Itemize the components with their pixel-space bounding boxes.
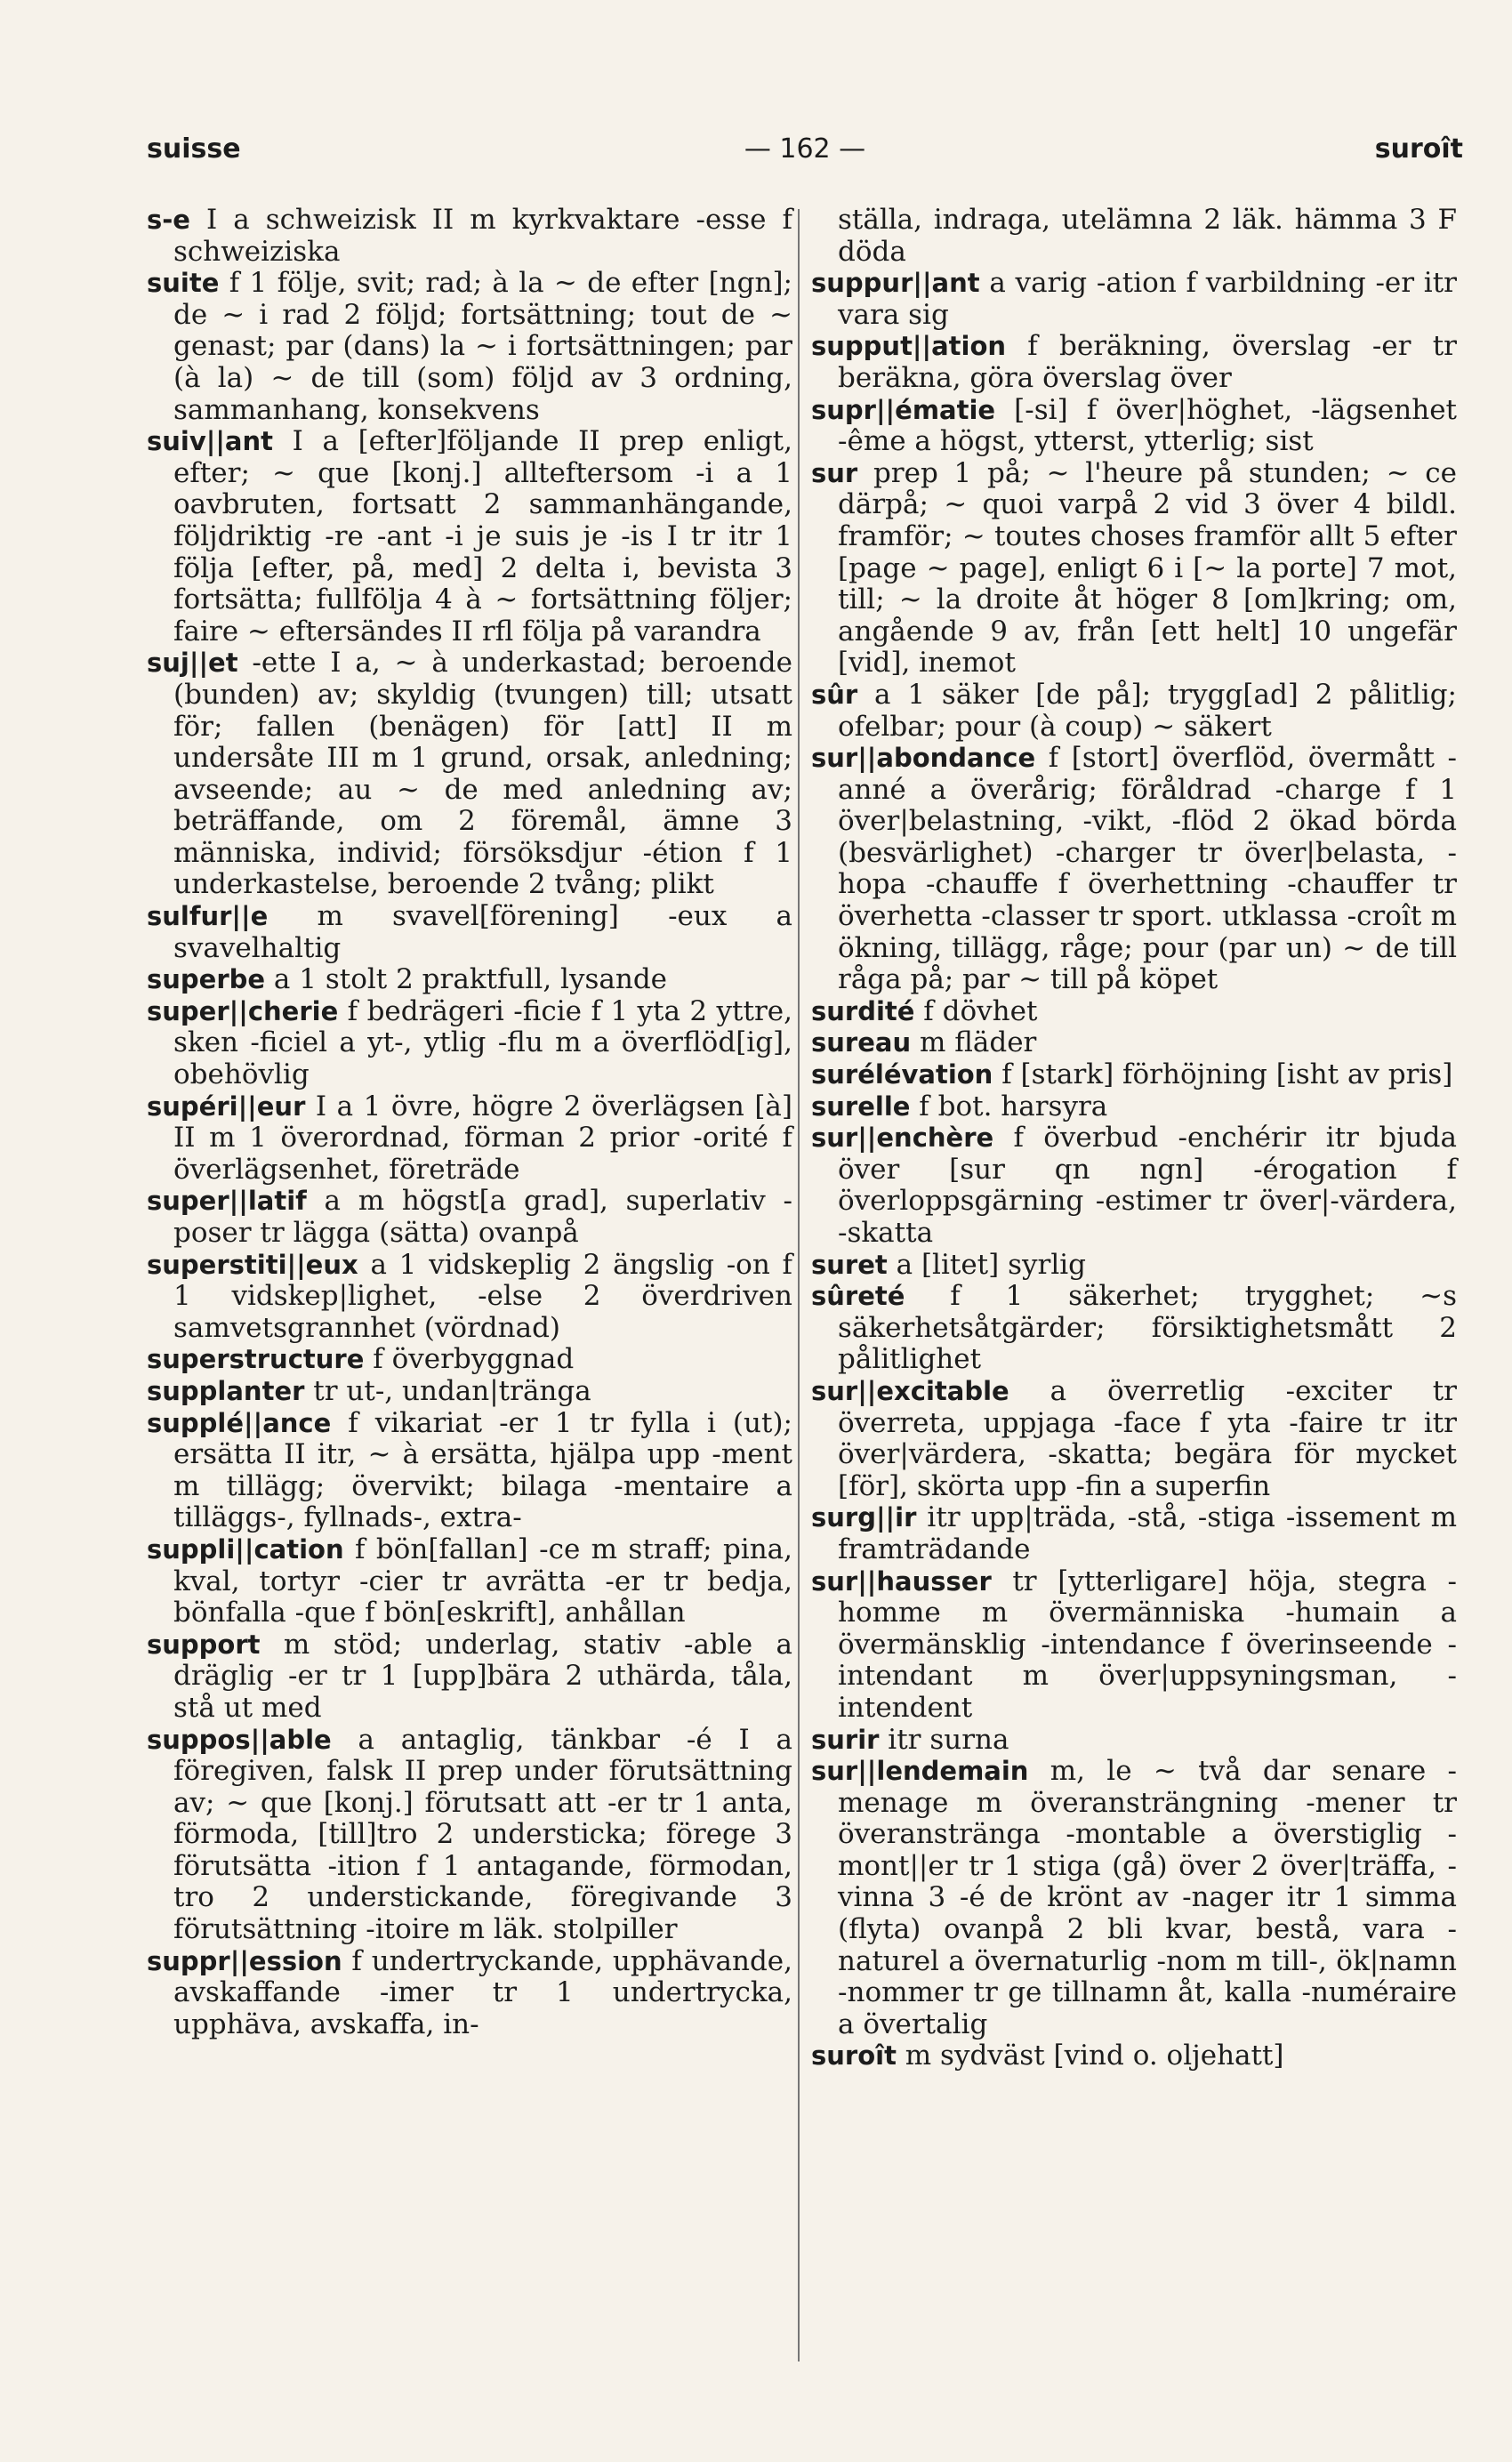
dictionary-entry: sur||abondance f [stort] överflöd, övermått -anné a överårig; föråldrad -charge f 1 över|belastning, -vikt, -flöd 2 ökad börda (besvärlighet) -charger tr över|belasta, -hopa -chauffe f överhettning -chauffer tr överhetta -classer tr sport. utklassa -croît m ökning, tillägg, råge; pour (par un) ~ de till råga på; par ~ till på köpet — [811, 742, 1457, 996]
dictionary-entry: sureau m fläder — [811, 1026, 1037, 1059]
dictionary-entry: sulfur||e m svavel[förening] -eux a svavelhaltig — [147, 900, 792, 964]
dictionary-entry: sur prep 1 på; ~ l'heure på stunden; ~ ce därpå; ~ quoi varpå 2 vid 3 över 4 bildl. framför; ~ toutes choses framför allt 5 efter [page ~ page], enligt 6 i [~ la porte] 7 mot, till; ~ la droite åt höger 8 [om]kring; om, angående 9 av, från [ett helt] 10 ungefär [vid], inemot — [811, 456, 1457, 680]
guide-word-right: suroît — [1374, 133, 1463, 165]
dictionary-entry: supput||ation f beräkning, överslag -er tr beräkna, göra överslag över — [811, 330, 1457, 394]
dictionary-entry: sur||enchère f överbud -enchérir itr bjuda över [sur qn ngn] -érogation f överloppsgärning -estimer tr över|-värdera, -skatta — [811, 1122, 1457, 1249]
dictionary-entry: sûr a 1 säker [de på]; trygg[ad] 2 pålitlig; ofelbar; pour (à coup) ~ säkert — [811, 678, 1457, 743]
dictionary-entry: sur||hausser tr [ytterligare] höja, stegra -homme m övermänniska -humain a övermänsklig -intendance f överinseende -intendant m över|uppsyningsman, -intendent — [811, 1565, 1457, 1724]
dictionary-entry: suite f 1 följe, svit; rad; à la ~ de efter [ngn]; de ~ i rad 2 följd; fortsättning; tout de ~ genast; par (dans) la ~ i fortsättningen; par (à la) ~ de till (som) följd av 3 ordning, sammanhang, konsekvens — [147, 267, 792, 426]
right-column — [811, 205, 1457, 2072]
dictionary-entry: suret a [litet] syrlig — [811, 1248, 1086, 1281]
dictionary-entry: surdité f dövhet — [811, 994, 1038, 1027]
dictionary-entry: sur||excitable a överretlig -exciter tr överreta, uppjaga -face f yta -faire tr itr över|värdera, -skatta; begära för mycket [för], skörta upp -fin a superfin — [811, 1374, 1457, 1502]
left-column — [147, 205, 792, 2040]
dictionary-entry: sur||lendemain m, le ~ två dar senare -menage m överansträngning -mener tr överanstränga -montable a överstiglig -mont||er tr 1 stiga (gå) över 2 över|träffa, -vinna 3 -é de krönt av -nager itr 1 simma (flyta) ovanpå 2 bli kvar, bestå, vara -naturel a övernaturlig -nom m till-, ök|namn -nommer tr ge tillnamn åt, kalla -numéraire a övertalig — [811, 1755, 1457, 2040]
dictionary-entry: suroît m sydväst [vind o. oljehatt] — [811, 2040, 1284, 2072]
dictionary-entry: s-e I a schweizisk II m kyrkvaktare -esse f schweiziska — [147, 204, 792, 268]
dictionary-entry: surir itr surna — [811, 1723, 1009, 1756]
dictionary-entry: suppur||ant a varig -ation f varbildning -er itr vara sig — [811, 267, 1457, 331]
page-header — [147, 133, 1463, 187]
dictionary-entry: sûreté f 1 säkerhet; trygghet; ~s säkerhetsåtgärder; försiktighetsmått 2 pålitlighet — [811, 1280, 1457, 1376]
dictionary-entry: supplanter tr ut-, undan|tränga — [147, 1374, 591, 1407]
dictionary-entry: support m stöd; underlag, stativ -able a dräglig -er tr 1 [upp]bära 2 uthärda, tåla, stå ut med — [147, 1628, 792, 1724]
dictionary-entry: suj||et -ette I a, ~ à underkastad; beroende (bunden) av; skyldig (tvungen) till; utsatt för; fallen (benägen) för [att] II m undersåte III m 1 grund, orsak, anledning; avseende; au ~ de med anledning av; beträffande, om 2 föremål, ämne 3 människa, individ; försöksdjur -étion f 1 underkastelse, beroende 2 tvång; plikt — [147, 647, 792, 901]
dictionary-entry: suppli||cation f bön[fallan] -ce m straff; pina, kval, tortyr -cier tr avrätta -er tr bedja, bönfalla -que f bön[eskrift], anhållan — [147, 1533, 792, 1629]
dictionary-entry: surelle f bot. harsyra — [811, 1090, 1108, 1122]
dictionary-entry: ställa, indraga, utelämna 2 läk. hämma 3 F döda — [838, 204, 1457, 268]
dictionary-entry: super||cherie f bedrägeri -ficie f 1 yta 2 yttre, sken -ficiel a yt-, ytlig -flu m a överflöd[ig], obehövlig — [147, 994, 792, 1091]
dictionary-entry: super||latif a m högst[a grad], superlativ -poser tr lägga (sätta) ovanpå — [147, 1185, 792, 1249]
column-divider — [798, 209, 800, 2361]
dictionary-entry: supr||ématie [-si] f över|höghet, -lägsenhet -ême a högst, ytterst, ytterlig; sist — [811, 393, 1457, 458]
dictionary-entry: suppos||able a antaglig, tänkbar -é I a föregiven, falsk II prep under förutsättning av; ~ que [konj.] förutsatt att -er tr 1 anta, förmoda, [till]tro 2 understicka; förege 3 förutsätta -ition f 1 antagande, förmodan, tro 2 understickande, föregivande 3 förutsättning -itoire m läk. stolpiller — [147, 1723, 792, 1946]
dictionary-entry: supplé||ance f vikariat -er 1 tr fylla i (ut); ersätta II itr, ~ à ersätta, hjälpa upp -ment m tillägg; övervikt; bilaga -mentaire a tilläggs-, fyllnads-, extra- — [147, 1406, 792, 1534]
page-number: — 162 — — [744, 133, 866, 165]
dictionary-entry: surélévation f [stark] förhöjning [isht av pris] — [811, 1058, 1453, 1091]
dictionary-entry: supéri||eur I a 1 övre, högre 2 överlägsen [à] II m 1 överordnad, förman 2 prior -orité f överlägsenhet, företräde — [147, 1090, 792, 1186]
dictionary-entry: surg||ir itr upp|träda, -stå, -stiga -issement m framträdande — [811, 1501, 1457, 1565]
guide-word-left: suisse — [147, 133, 241, 165]
dictionary-entry: suiv||ant I a [efter]följande II prep enligt, efter; ~ que [konj.] allteftersom -i a 1 oavbruten, fortsatt 2 sammanhängande, följdriktig -re -ant -i je suis je -is I tr itr 1 följa [efter, på, med] 2 delta i, bevista 3 fortsätta; fullfölja 4 à ~ fortsättning följer; faire ~ eftersändes II rfl följa på varandra — [147, 425, 792, 648]
dictionary-entry: superstructure f överbyggnad — [147, 1343, 575, 1376]
dictionary-entry: suppr||ession f undertryckande, upphävande, avskaffande -imer tr 1 undertrycka, upphäva, avskaffa, in- — [147, 1944, 792, 2040]
dictionary-entry: superstiti||eux a 1 vidskeplig 2 ängslig -on f 1 vidskep|lighet, -else 2 överdriven samvetsgrannhet (vördnad) — [147, 1248, 792, 1344]
dictionary-entry: superbe a 1 stolt 2 praktfull, lysande — [147, 963, 668, 996]
